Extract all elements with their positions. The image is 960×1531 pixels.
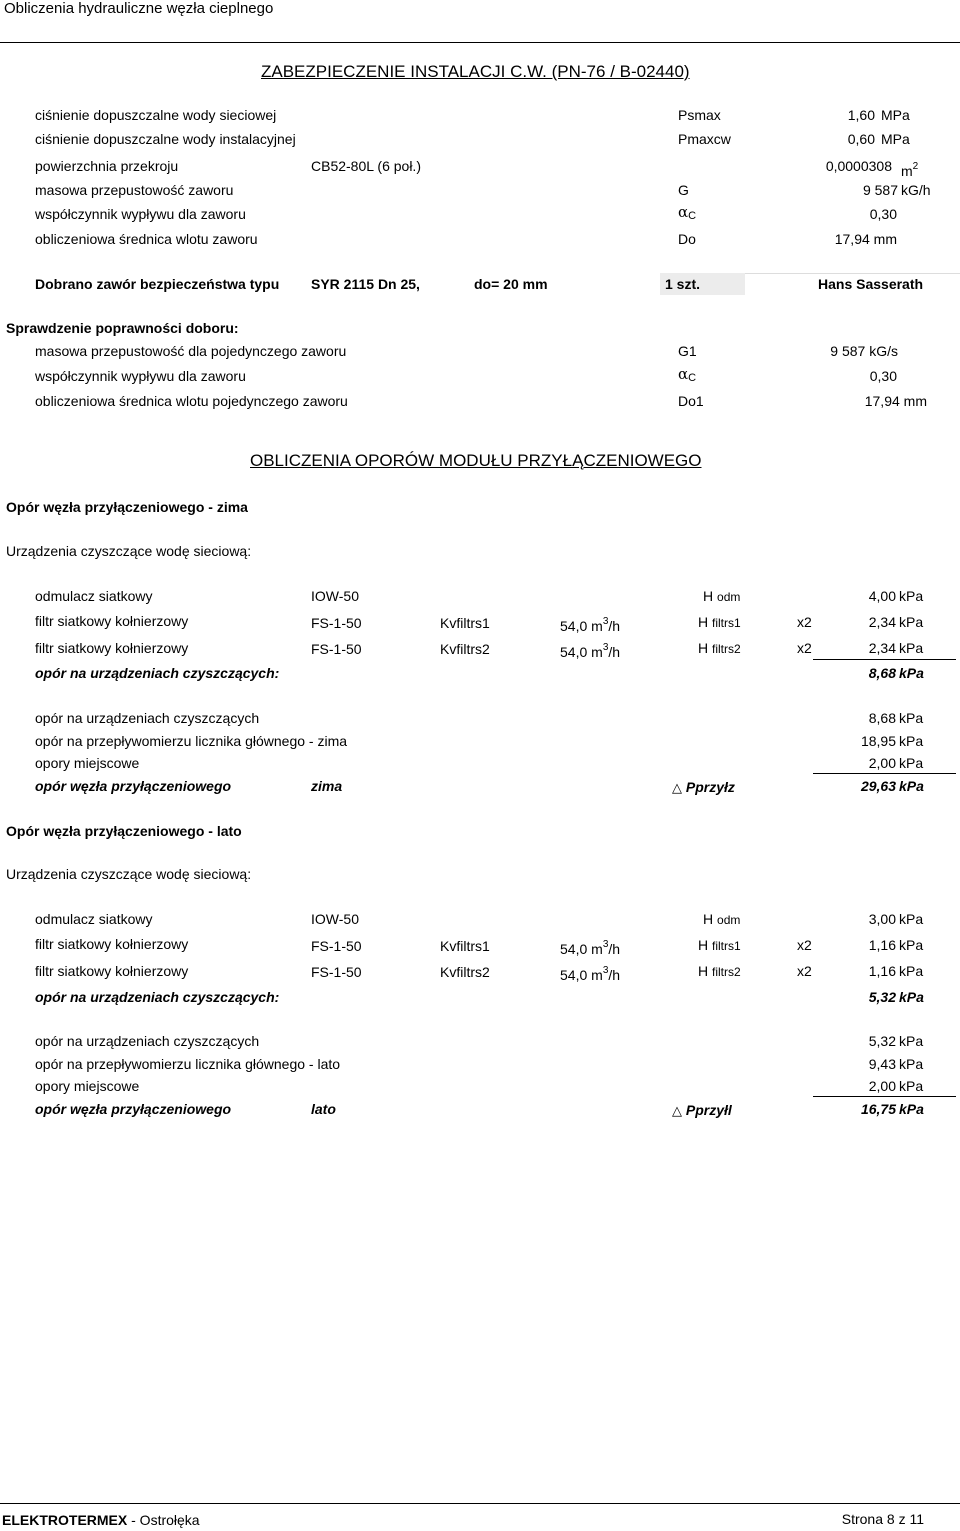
device-type: FS-1-50 — [311, 964, 362, 980]
param-symbol: αC — [678, 203, 697, 222]
summer-heading: Opór węzła przyłączeniowego - lato — [6, 823, 242, 839]
summary-value: 2,00 — [868, 755, 896, 771]
device-unit: kPa — [899, 640, 924, 656]
device-unit: kPa — [899, 937, 924, 953]
device-unit: kPa — [899, 588, 924, 604]
param-unit: MPa — [881, 131, 910, 147]
device-value: 3,00 — [868, 911, 896, 927]
valve-manufacturer: Hans Sasserath — [818, 276, 924, 292]
winter-total-unit: kPa — [899, 778, 924, 794]
device-label: filtr siatkowy kołnierzowy — [35, 963, 189, 979]
device-type: FS-1-50 — [311, 615, 362, 631]
param-value: 17,94 mm — [834, 231, 897, 247]
delta-icon: △ — [672, 781, 682, 796]
valve-type: SYR 2115 Dn 25, — [311, 276, 420, 292]
param-unit: MPa — [881, 107, 910, 123]
device-unit: kPa — [899, 614, 924, 630]
summer-total-label: opór węzła przyłączeniowego — [35, 1101, 232, 1117]
device-multiplier: x2 — [797, 963, 812, 979]
device-head-symbol: H odm — [703, 588, 741, 604]
section-title-resistance: OBLICZENIA OPORÓW MODUŁU PRZYŁĄCZENIOWEGO — [250, 451, 702, 470]
device-type: IOW-50 — [311, 911, 359, 927]
device-label: filtr siatkowy kołnierzowy — [35, 640, 189, 656]
device-head-symbol: H filtrs2 — [698, 640, 741, 656]
check-symbol: G1 — [678, 343, 697, 359]
summer-total-unit: kPa — [899, 1101, 924, 1117]
device-kv-value: 54,0 $m^3/h$ — [560, 616, 621, 634]
summary-label: opory miejscowe — [35, 1078, 140, 1094]
device-value: 2,34 — [868, 614, 896, 630]
param-symbol: G — [678, 182, 689, 198]
device-kv-name: Kvfiltrs2 — [440, 641, 490, 657]
subtotal-rule — [813, 659, 956, 660]
param-label: powierzchnia przekroju — [35, 158, 179, 174]
device-value: 2,34 — [868, 640, 896, 656]
summer-total-season: lato — [311, 1101, 336, 1117]
delta-icon: △ — [672, 1104, 682, 1119]
device-label: filtr siatkowy kołnierzowy — [35, 613, 189, 629]
param-value: 9 587 — [862, 182, 898, 198]
device-unit: kPa — [899, 911, 924, 927]
check-value: 17,94 mm — [864, 393, 927, 409]
device-kv-name: Kvfiltrs2 — [440, 964, 490, 980]
param-symbol: Pmaxcw — [678, 131, 731, 147]
param-label: ciśnienie dopuszczalne wody instalacyjnej — [35, 131, 296, 147]
devices-subtotal-unit: kPa — [899, 665, 924, 681]
param-symbol: Psmax — [678, 107, 721, 123]
summary-unit: kPa — [899, 1033, 924, 1049]
total-rule — [813, 773, 956, 774]
winter-total-label: opór węzła przyłączeniowego — [35, 778, 232, 794]
summary-label: opór na urządzeniach czyszczących — [35, 710, 260, 726]
footer-divider — [0, 1503, 960, 1504]
summary-label: opór na urządzeniach czyszczących — [35, 1033, 260, 1049]
param-extra: CB52-80L (6 poł.) — [311, 158, 421, 174]
check-label: masowa przepustowość dla pojedynczego zaworu — [35, 343, 347, 359]
summer-devices-heading: Urządzenia czyszczące wodę sieciową: — [6, 866, 252, 882]
summary-unit: kPa — [899, 1056, 924, 1072]
total-rule — [813, 1096, 956, 1097]
check-value: 9 587 kG/s — [830, 343, 898, 359]
valve-selection-label: Dobrano zawór bezpieczeństwa typu — [35, 276, 280, 292]
winter-devices-heading: Urządzenia czyszczące wodę sieciową: — [6, 543, 252, 559]
footer-page-number: Strona 8 z 11 — [841, 1511, 924, 1527]
param-value: 0,30 — [869, 206, 897, 222]
device-kv-value: 54,0 $m^3/h$ — [560, 939, 621, 957]
param-symbol: Do — [678, 231, 696, 247]
summary-label: opory miejscowe — [35, 755, 140, 771]
check-symbol: Do1 — [678, 393, 704, 409]
summary-value: 8,68 — [868, 710, 896, 726]
summary-value: 18,95 — [860, 733, 896, 749]
device-label: odmulacz siatkowy — [35, 588, 153, 604]
param-label: masowa przepustowość zaworu — [35, 182, 234, 198]
device-head-symbol: H filtrs1 — [698, 614, 741, 630]
param-unit: kG/h — [901, 182, 931, 198]
device-label: filtr siatkowy kołnierzowy — [35, 936, 189, 952]
summary-label: opór na przepływomierzu licznika głównego - zima — [35, 733, 348, 749]
check-symbol: αC — [678, 365, 697, 384]
valve-quantity: 1 szt. — [665, 276, 701, 292]
valve-inlet-diameter: do= 20 mm — [474, 276, 548, 292]
summer-total-value: 16,75 — [860, 1101, 896, 1117]
summary-label: opór na przepływomierzu licznika głównego - lato — [35, 1056, 341, 1072]
device-type: IOW-50 — [311, 588, 359, 604]
summary-unit: kPa — [899, 755, 924, 771]
param-label: współczynnik wypływu dla zaworu — [35, 206, 246, 222]
devices-subtotal-unit: kPa — [899, 989, 924, 1005]
summary-unit: kPa — [899, 1078, 924, 1094]
summary-value: 9,43 — [868, 1056, 896, 1072]
winter-total-symbol: △ Pprzyłz — [672, 779, 735, 796]
param-unit: $m^2$ — [901, 161, 919, 179]
device-type: FS-1-50 — [311, 938, 362, 954]
param-label: ciśnienie dopuszczalne wody sieciowej — [35, 107, 277, 123]
param-value: 0,60 — [847, 131, 875, 147]
device-value: 1,16 — [868, 963, 896, 979]
check-label: obliczeniowa średnica wlotu pojedynczego zaworu — [35, 393, 348, 409]
device-kv-value: 54,0 $m^3/h$ — [560, 965, 621, 983]
devices-subtotal-value: 8,68 — [868, 665, 896, 681]
device-type: FS-1-50 — [311, 641, 362, 657]
device-kv-name: Kvfiltrs1 — [440, 615, 490, 631]
winter-total-value: 29,63 — [860, 778, 896, 794]
summary-unit: kPa — [899, 710, 924, 726]
param-label: obliczeniowa średnica wlotu zaworu — [35, 231, 258, 247]
device-label: odmulacz siatkowy — [35, 911, 153, 927]
device-multiplier: x2 — [797, 614, 812, 630]
header-divider — [0, 42, 960, 43]
summary-value: 2,00 — [868, 1078, 896, 1094]
device-head-symbol: H filtrs2 — [698, 963, 741, 979]
device-value: 1,16 — [868, 937, 896, 953]
winter-heading: Opór węzła przyłączeniowego - zima — [6, 499, 248, 515]
devices-subtotal-label: opór na urządzeniach czyszczących: — [35, 989, 280, 1005]
device-head-symbol: H filtrs1 — [698, 937, 741, 953]
document-header-title: Obliczenia hydrauliczne węzła cieplnego — [4, 0, 274, 17]
check-heading: Sprawdzenie poprawności doboru: — [6, 320, 239, 336]
summary-value: 5,32 — [868, 1033, 896, 1049]
section-title-safety: ZABEZPIECZENIE INSTALACJI C.W. (PN-76 / B-02440) — [261, 62, 690, 81]
device-kv-name: Kvfiltrs1 — [440, 938, 490, 954]
device-head-symbol: H odm — [703, 911, 741, 927]
param-value: 1,60 — [847, 107, 875, 123]
device-multiplier: x2 — [797, 937, 812, 953]
param-value: 0,0000308 — [825, 158, 892, 174]
summer-total-symbol: △ Pprzyłl — [672, 1102, 732, 1119]
check-value: 0,30 — [869, 368, 897, 384]
summary-unit: kPa — [899, 733, 924, 749]
check-label: współczynnik wypływu dla zaworu — [35, 368, 246, 384]
device-multiplier: x2 — [797, 640, 812, 656]
footer-company: ELEKTROTERMEX - Ostrołęka — [2, 1512, 200, 1528]
device-unit: kPa — [899, 963, 924, 979]
winter-total-season: zima — [311, 778, 343, 794]
devices-subtotal-value: 5,32 — [868, 989, 896, 1005]
device-kv-value: 54,0 $m^3/h$ — [560, 642, 621, 660]
devices-subtotal-label: opór na urządzeniach czyszczących: — [35, 665, 280, 681]
device-value: 4,00 — [868, 588, 896, 604]
